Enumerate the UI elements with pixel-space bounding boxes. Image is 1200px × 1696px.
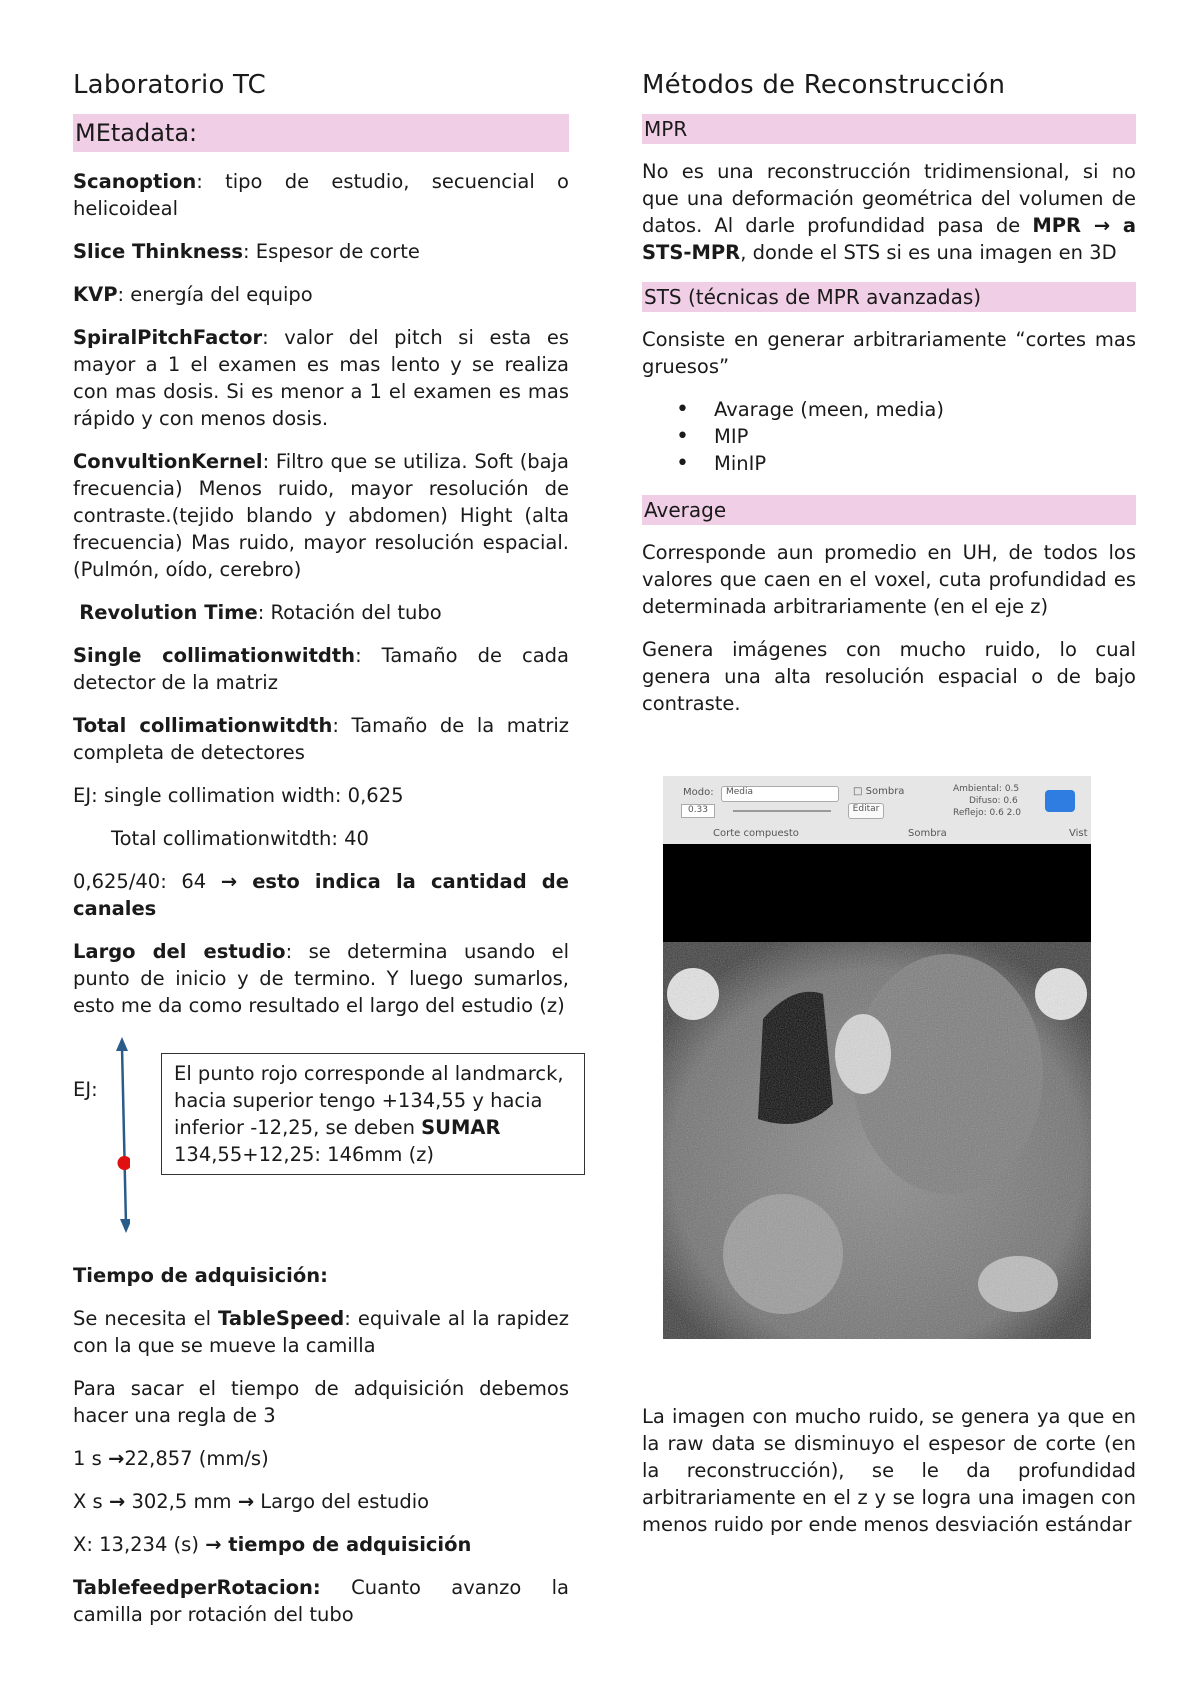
arrow-icon: → [237, 1490, 255, 1513]
ct-screenshot-figure [663, 776, 1091, 1339]
right-column-lower [642, 1403, 1136, 1554]
composite-slice-label: Corte compuesto [713, 828, 799, 839]
tiempo-heading: Tiempo de adquisición: [73, 1264, 328, 1287]
tablespeed-para: Se necesita el TableSpeed: equivale al la rapidez con la que se mueve la camilla [73, 1307, 569, 1357]
sts-para: Consiste en generar arbitrariamente “cortes mas gruesos” [642, 328, 1136, 378]
view-toggle-button[interactable] [1045, 790, 1075, 812]
final-para: La imagen con mucho ruido, se genera ya que en la raw data se disminuyo el espesor de corte (en la reconstrucción), se le da profundidad arbitrariamente en el z y se logra una imagen con menos ruido por ende menos desviación estándar [642, 1405, 1136, 1536]
sts-list [642, 396, 1136, 477]
metadata-heading: MEtadata: [73, 114, 569, 152]
left-column-lower [73, 1262, 569, 1644]
list-item: • MinIP [714, 450, 1136, 477]
spiral-para: SpiralPitchFactor: valor del pitch si esta es mayor a 1 el examen es mas lento y se realiza con mas dosis. Si es menor a 1 el examen es mas rápido y con menos dosis. [73, 326, 569, 430]
tablefeed-para: TablefeedperRotacion: Cuanto avanzo la camilla por rotación del tubo [73, 1576, 569, 1626]
viewer-toolbar [663, 776, 1091, 845]
shadow-section-label: Sombra [908, 828, 947, 839]
landmark-note-box: El punto rojo corresponde al landmarck, hacia superior tengo +134,55 y hacia inferior -12,25, se deben SUMAR 134,55+12,25: 146mm (z) [161, 1053, 585, 1175]
average-heading: Average [642, 495, 1136, 525]
total-para: Total collimationwitdth: Tamaño de la matriz completa de detectores [73, 714, 570, 764]
arrow-icon: → [220, 870, 238, 893]
list-item: • Avarage (meen, media) [714, 396, 1136, 423]
edit-button[interactable]: Editar [848, 803, 884, 819]
reflect-value: Reflejo: 0.6 2.0 [953, 808, 1021, 818]
view-section-label: Vist [1069, 828, 1088, 839]
slice-para: Slice Thinkness: Espesor de corte [73, 240, 420, 263]
rule-line-3: X: 13,234 (s) → tiempo de adquisición [73, 1533, 472, 1556]
mpr-para: No es una reconstrucción tridimensional, si no que una deformación geométrica del volumen de datos. Al darle profundidad pasa de MPR → a STS-MPR, donde el STS si es una imagen en 3D [642, 160, 1136, 264]
landmark-red-dot [118, 1156, 131, 1170]
average-para-2: Genera imágenes con mucho ruido, lo cual genera una alta resolución espacial o de bajo contraste. [642, 638, 1136, 715]
z-axis-line [122, 1047, 126, 1225]
arrow-icon: → [108, 1490, 126, 1513]
section-title: Métodos de Reconstrucción [642, 70, 1006, 100]
rule-line-1: 1 s →22,857 (mm/s) [73, 1447, 269, 1470]
arrow-icon: → [205, 1533, 222, 1556]
single-para: Single collimationwitdth: Tamaño de cada detector de la matriz [73, 644, 569, 694]
shadow-checkbox[interactable]: □ Sombra [853, 786, 905, 797]
largo-para: Largo del estudio: se determina usando el punto de inicio y de termino. Y luego sumarlos, esto me da como resultado el largo del estudio (z) [73, 940, 570, 1017]
diffuse-value: Difuso: 0.6 [969, 796, 1018, 806]
kvp-para: KVP: energía del equipo [73, 283, 313, 306]
arrow-icon: → [1093, 214, 1111, 237]
arrow-up-icon [116, 1037, 128, 1051]
list-item: • MIP [714, 423, 1136, 450]
mpr-heading: MPR [642, 114, 1136, 144]
ej2-para: Total collimationwitdth: 40 [111, 827, 369, 850]
calc-para: 0,625/40: 64 → esto indica la cantidad de canales [73, 870, 569, 920]
mode-select[interactable]: Media [721, 786, 839, 802]
ej1-para: EJ: single collimation width: 0,625 [73, 784, 404, 807]
thickness-slider[interactable] [733, 810, 831, 812]
arrow-icon: → [107, 1447, 125, 1470]
revolution-para: Revolution Time: Rotación del tubo [79, 601, 442, 624]
mode-label: Modo: [683, 787, 714, 798]
sts-heading: STS (técnicas de MPR avanzadas) [642, 282, 1136, 312]
ej-label: EJ: [73, 1078, 98, 1101]
average-para-1: Corresponde aun promedio en UH, de todos los valores que caen en el voxel, cuta profundidad es determinada arbitrariamente (en el eje z) [642, 541, 1136, 618]
left-column [73, 70, 569, 1035]
kernel-para: ConvultionKernel: Filtro que se utiliza. Soft (baja frecuencia) Menos ruido, mayor resolución de contraste.(tejido blando y abdomen) Hight (alta frecuencia) Mas ruido, mayor resolución espacial. (Pulmón, oído, cerebro) [73, 450, 569, 581]
ambient-value: Ambiental: 0.5 [953, 784, 1020, 794]
regla-para: Para sacar el tiempo de adquisición debemos hacer una regla de 3 [73, 1377, 569, 1427]
page-title: Laboratorio TC [73, 70, 266, 100]
right-column [642, 70, 1136, 733]
arrow-down-icon [120, 1219, 130, 1233]
thickness-input[interactable]: 0.33 [681, 804, 715, 818]
z-axis-arrow-figure [100, 1035, 130, 1235]
rule-line-2: X s → 302,5 mm → Largo del estudio [73, 1490, 430, 1513]
scanoption-para: Scanoption: tipo de estudio, secuencial o helicoideal [73, 170, 569, 220]
ct-coronal-image [663, 844, 1091, 1339]
